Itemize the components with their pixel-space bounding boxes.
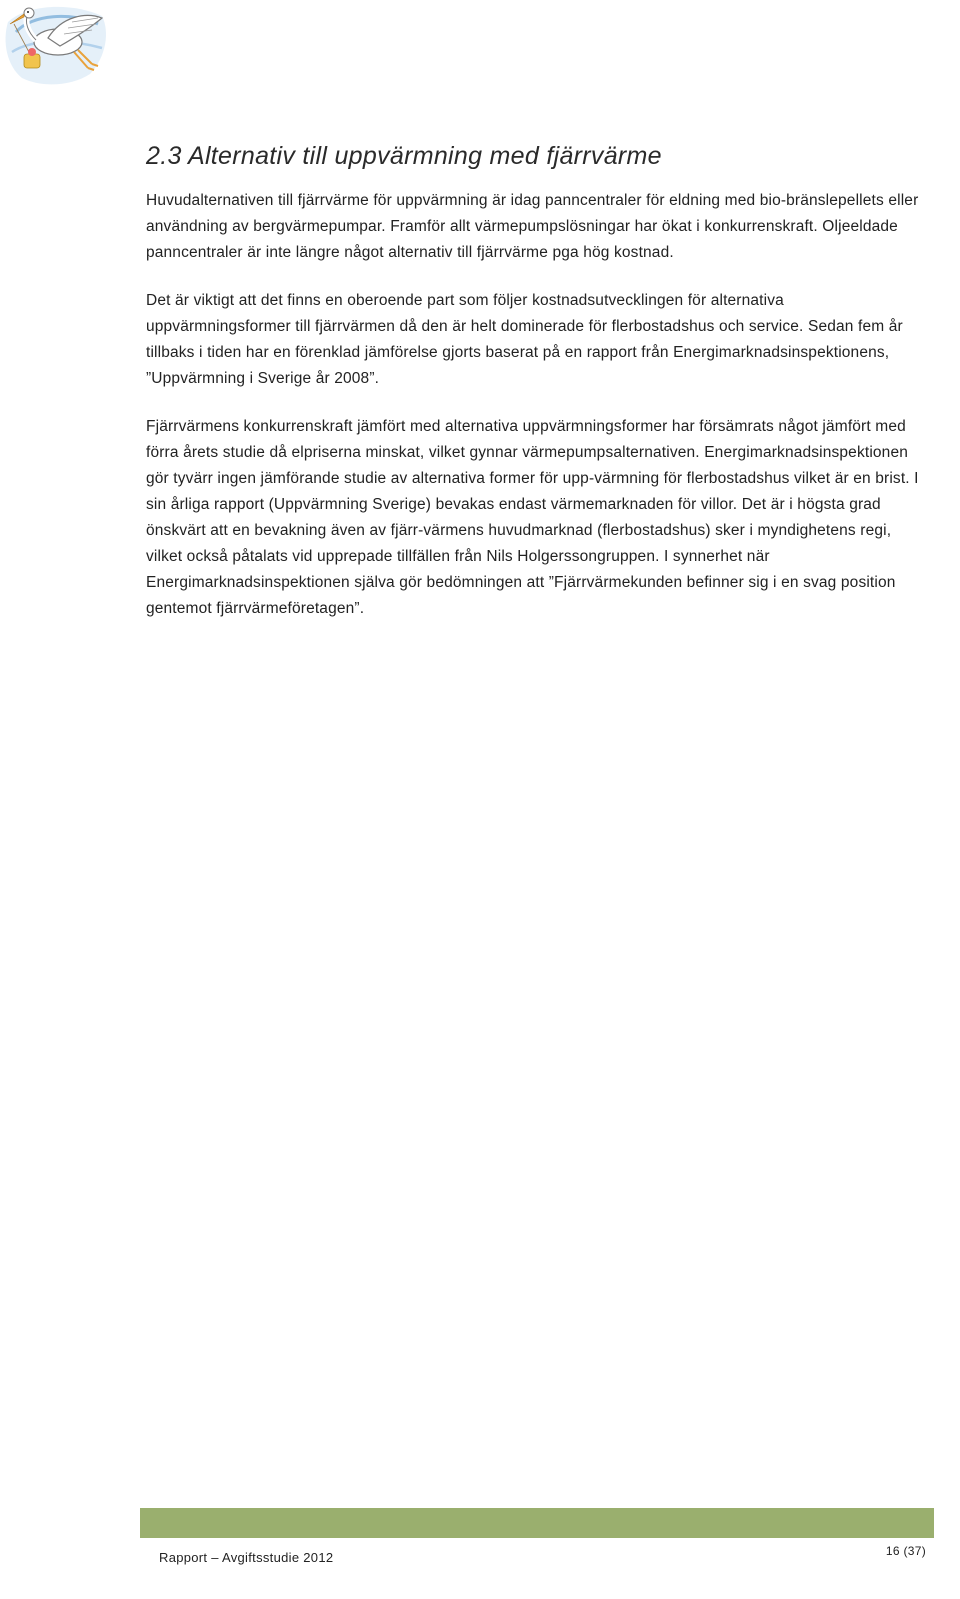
footer-report-title: Rapport – Avgiftsstudie 2012 [159,1550,334,1565]
section-heading: 2.3 Alternativ till uppvärmning med fjärrvärme [146,142,662,170]
paragraph-independent-party: Det är viktigt att det finns en oberoende part som följer kostnadsutvecklingen för alternativa uppvärmningsformer till fjärrvärmen då den är helt dominerade för flerbostadshus och service. Sedan fem år tillbaks i tiden har en förenklad jämförelse gjorts baserat på en rapport från Energimarknadsinspektionens, ”Uppvärmning i Sverige år 2008”. [146,292,903,387]
paragraph-competitiveness: Fjärrvärmens konkurrenskraft jämfört med alternativa uppvärmningsformer har försämrats något jämfört med förra årets studie då elpriserna minskat, vilket gynnar värmepumpsalternativen. Energimarknadsinspektionen gör tyvärr ingen jämförande studie av alternativa former för upp-värmning för flerbostadshus vilket är en brist. I sin årliga rapport (Uppvärmning Sverige) bevakas endast värmemarknaden för villor. Det är i högsta grad önskvärt att en bevakning även av fjärr-värmens huvudmarknad (flerbostadshus) sker i myndighetens regi, vilket också påtalats vid upprepade tillfällen från Nils Holgerssongruppen. I synnerhet när Energimarknadsinspektionen själva gör bedömningen att ”Fjärrvärmekunden befinner sig i en svag position gentemot fjärrvärmeföretagen”. [146,418,919,617]
page-number: 16 (37) [885,1544,926,1558]
stork-logo-icon [2,2,112,90]
section-content [146,138,926,644]
footer-bar [140,1508,934,1538]
paragraph-alternatives: Huvudalternativen till fjärrvärme för uppvärmning är idag panncentraler för eldning med bio-bränslepellets eller användning av bergvärmepumpar. Framför allt värmepumpslösningar har ökat i konkurrenskraft. Oljeeldade panncentraler är inte längre något alternativ till fjärrvärme pga hög kostnad. [146,192,919,261]
